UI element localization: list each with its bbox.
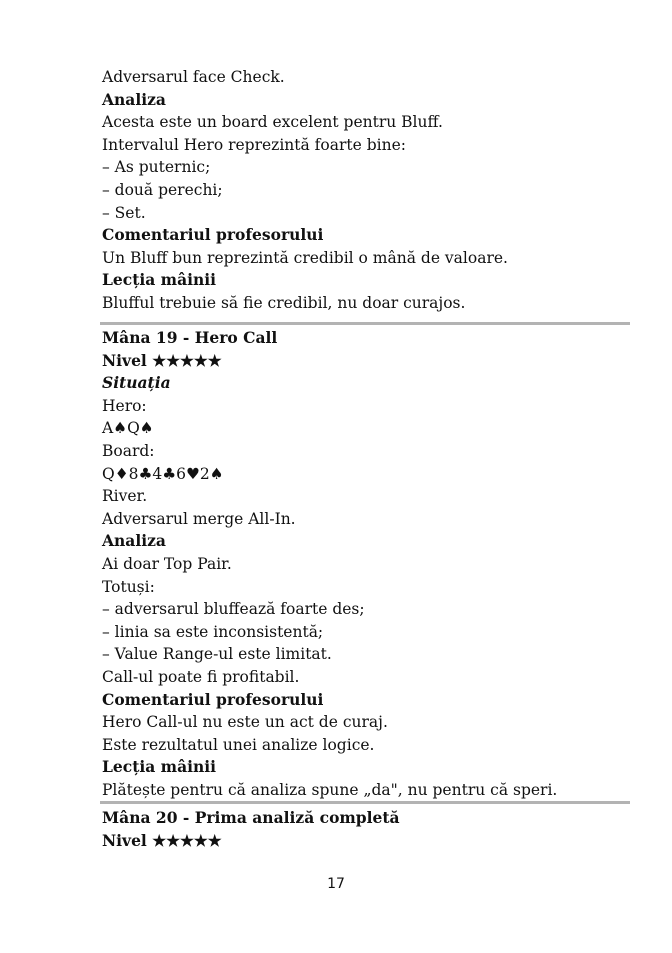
teacher-comment-heading: Comentariul profesorului (102, 689, 324, 709)
difficulty-level: Nivel ★★★★★ (102, 350, 222, 370)
analysis-bullet: – As puternic; (102, 158, 211, 177)
hand-19-section (102, 327, 632, 801)
board-label: Board: (102, 441, 155, 460)
analysis-heading: Analiza (102, 89, 166, 109)
analysis-text: Acesta este un board excelent pentru Bluff. (102, 113, 443, 132)
lesson-heading: Lecția mâinii (102, 270, 217, 290)
hand-title: Mâna 19 - Hero Call (102, 328, 278, 347)
hero-label: Hero: (102, 396, 147, 415)
hero-cards: A♠Q♠ (102, 419, 154, 438)
previous-hand-continuation (102, 66, 632, 315)
analysis-bullet: – Set. (102, 203, 146, 222)
lesson-heading: Lecția mâinii (102, 757, 217, 777)
lesson-text: Blufful trebuie să fie credibil, nu doar curajos. (102, 293, 466, 312)
hand-title: Mâna 20 - Prima analiză completă (102, 808, 400, 827)
teacher-comment-heading: Comentariul profesorului (102, 225, 324, 245)
analysis-text: Ai doar Top Pair. (102, 554, 232, 573)
analysis-text: Intervalul Hero reprezintă foarte bine: (102, 135, 406, 154)
teacher-comment-text: Hero Call-ul nu este un act de curaj. (102, 713, 388, 732)
analysis-bullet: – două perechi; (102, 180, 223, 199)
analysis-text: Totuși: (102, 577, 155, 596)
hand-20-section (102, 807, 632, 852)
analysis-heading: Analiza (102, 531, 166, 551)
teacher-comment-text: Este rezultatul unei analize logice. (102, 735, 375, 754)
teacher-comment-text: Un Bluff bun reprezintă credibil o mână de valoare. (102, 248, 508, 267)
section-divider (100, 322, 630, 325)
situation-line: Adversarul face Check. (102, 68, 285, 86)
street-label: River. (102, 487, 148, 506)
analysis-bullet: – adversarul bluffează foarte des; (102, 600, 365, 619)
board-cards: Q♦8♣4♣6♥2♠ (102, 464, 224, 483)
page-number: 17 (327, 876, 345, 892)
section-divider (100, 801, 630, 804)
analysis-bullet: – linia sa este inconsistentă; (102, 622, 324, 641)
difficulty-level: Nivel ★★★★★ (102, 830, 222, 850)
analysis-bullet: – Value Range-ul este limitat. (102, 645, 332, 664)
analysis-conclusion: Call-ul poate fi profitabil. (102, 667, 300, 686)
opponent-action: Adversarul merge All-In. (102, 509, 296, 528)
lesson-text: Plătește pentru că analiza spune „da", nu pentru că speri. (102, 780, 558, 799)
situation-heading: Situația (102, 373, 171, 393)
